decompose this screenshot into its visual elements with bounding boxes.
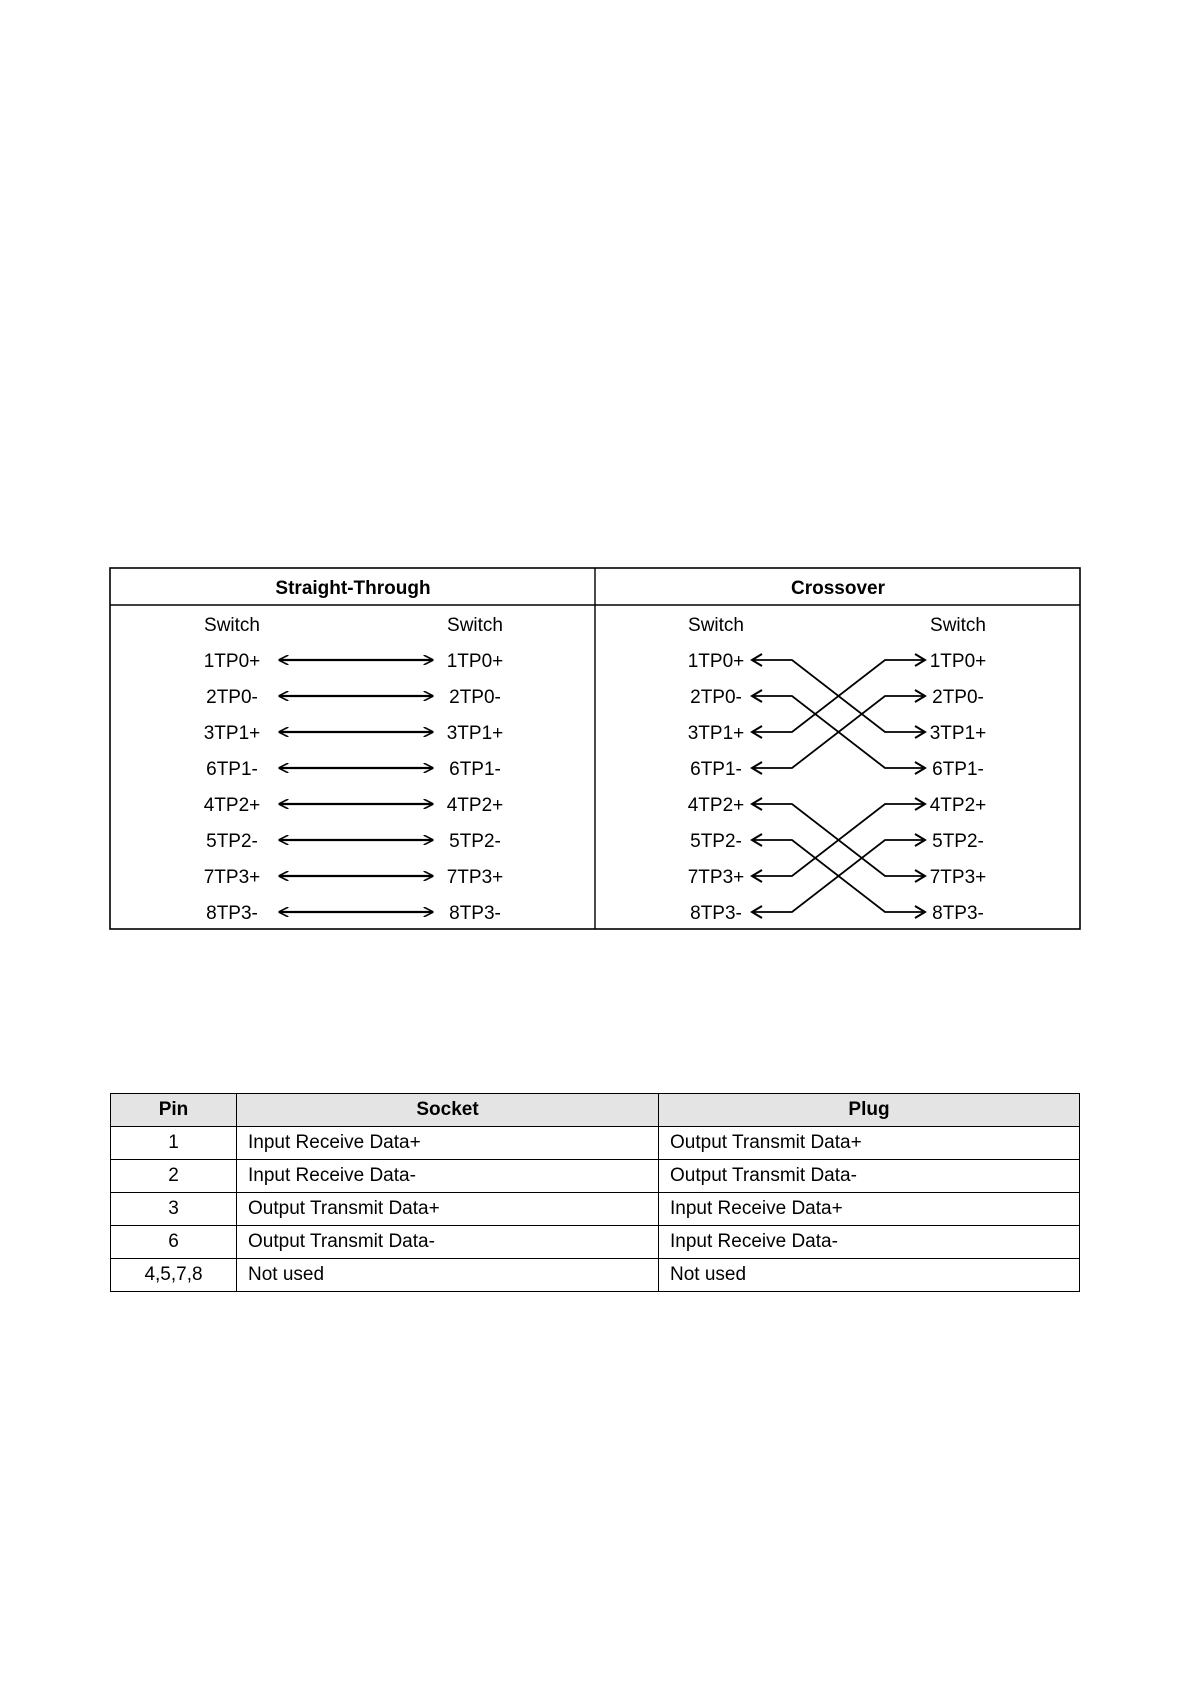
straight-left-label: 5TP2- [206, 831, 258, 852]
straight-right-label: 7TP3+ [446, 867, 504, 888]
straight-left-header: Switch [204, 615, 260, 636]
straight-right-label: 5TP2- [449, 831, 501, 852]
crossover-right-label: 8TP3- [932, 903, 984, 924]
crossover-right-label: 5TP2- [932, 831, 984, 852]
pin-column-header: Pin [111, 1094, 237, 1127]
table-row [111, 1193, 1080, 1226]
crossover-right-header: Switch [930, 615, 986, 636]
socket-cell: Output Transmit Data+ [237, 1193, 659, 1226]
crossover-wires [752, 654, 925, 918]
crossover-left-label: 8TP3- [690, 903, 742, 924]
pin-cell: 2 [111, 1160, 237, 1193]
table-row [111, 1259, 1080, 1292]
crossover-right-label: 1TP0+ [929, 651, 987, 672]
crossover-left-label: 1TP0+ [687, 651, 745, 672]
crossover-left-label: 4TP2+ [687, 795, 745, 816]
straight-right-label: 3TP1+ [446, 723, 504, 744]
crossover-left-header: Switch [688, 615, 744, 636]
crossover-right-label: 6TP1- [932, 759, 984, 780]
pin-cell: 1 [111, 1127, 237, 1160]
straight-right-header: Switch [447, 615, 503, 636]
crossover-title: Crossover [791, 578, 885, 599]
table-row [111, 1127, 1080, 1160]
socket-cell: Input Receive Data- [237, 1160, 659, 1193]
socket-cell: Input Receive Data+ [237, 1127, 659, 1160]
crossover-left-label: 2TP0- [690, 687, 742, 708]
crossover-right-label: 7TP3+ [929, 867, 987, 888]
crossover-left-label: 6TP1- [690, 759, 742, 780]
straight-left-label: 8TP3- [206, 903, 258, 924]
plug-cell: Input Receive Data+ [659, 1193, 1080, 1226]
plug-cell: Not used [659, 1259, 1080, 1292]
straight-right-label: 1TP0+ [446, 651, 504, 672]
table-row [111, 1226, 1080, 1259]
straight-right-label: 2TP0- [449, 687, 501, 708]
pin-cell: 3 [111, 1193, 237, 1226]
plug-column-header: Plug [659, 1094, 1080, 1127]
pin-cell: 6 [111, 1226, 237, 1259]
straight-left-label: 1TP0+ [203, 651, 261, 672]
table-row [111, 1160, 1080, 1193]
straight-through-arrows [279, 660, 433, 912]
crossover-left-label: 3TP1+ [687, 723, 745, 744]
socket-cell: Output Transmit Data- [237, 1226, 659, 1259]
straight-left-label: 2TP0- [206, 687, 258, 708]
straight-right-label: 4TP2+ [446, 795, 504, 816]
crossover-left-label: 5TP2- [690, 831, 742, 852]
pin-assignment-table [110, 1093, 1080, 1292]
crossover-right-label: 3TP1+ [929, 723, 987, 744]
plug-cell: Input Receive Data- [659, 1226, 1080, 1259]
table-header-row [111, 1094, 1080, 1127]
straight-through-title: Straight-Through [275, 578, 431, 599]
pin-cell: 4,5,7,8 [111, 1259, 237, 1292]
socket-cell: Not used [237, 1259, 659, 1292]
plug-cell: Output Transmit Data- [659, 1160, 1080, 1193]
straight-right-label: 6TP1- [449, 759, 501, 780]
crossover-right-label: 2TP0- [932, 687, 984, 708]
straight-left-label: 6TP1- [206, 759, 258, 780]
crossover-left-label: 7TP3+ [687, 867, 745, 888]
straight-left-label: 4TP2+ [203, 795, 261, 816]
straight-left-label: 3TP1+ [203, 723, 261, 744]
straight-left-label: 7TP3+ [203, 867, 261, 888]
plug-cell: Output Transmit Data+ [659, 1127, 1080, 1160]
straight-right-label: 8TP3- [449, 903, 501, 924]
socket-column-header: Socket [237, 1094, 659, 1127]
crossover-right-label: 4TP2+ [929, 795, 987, 816]
